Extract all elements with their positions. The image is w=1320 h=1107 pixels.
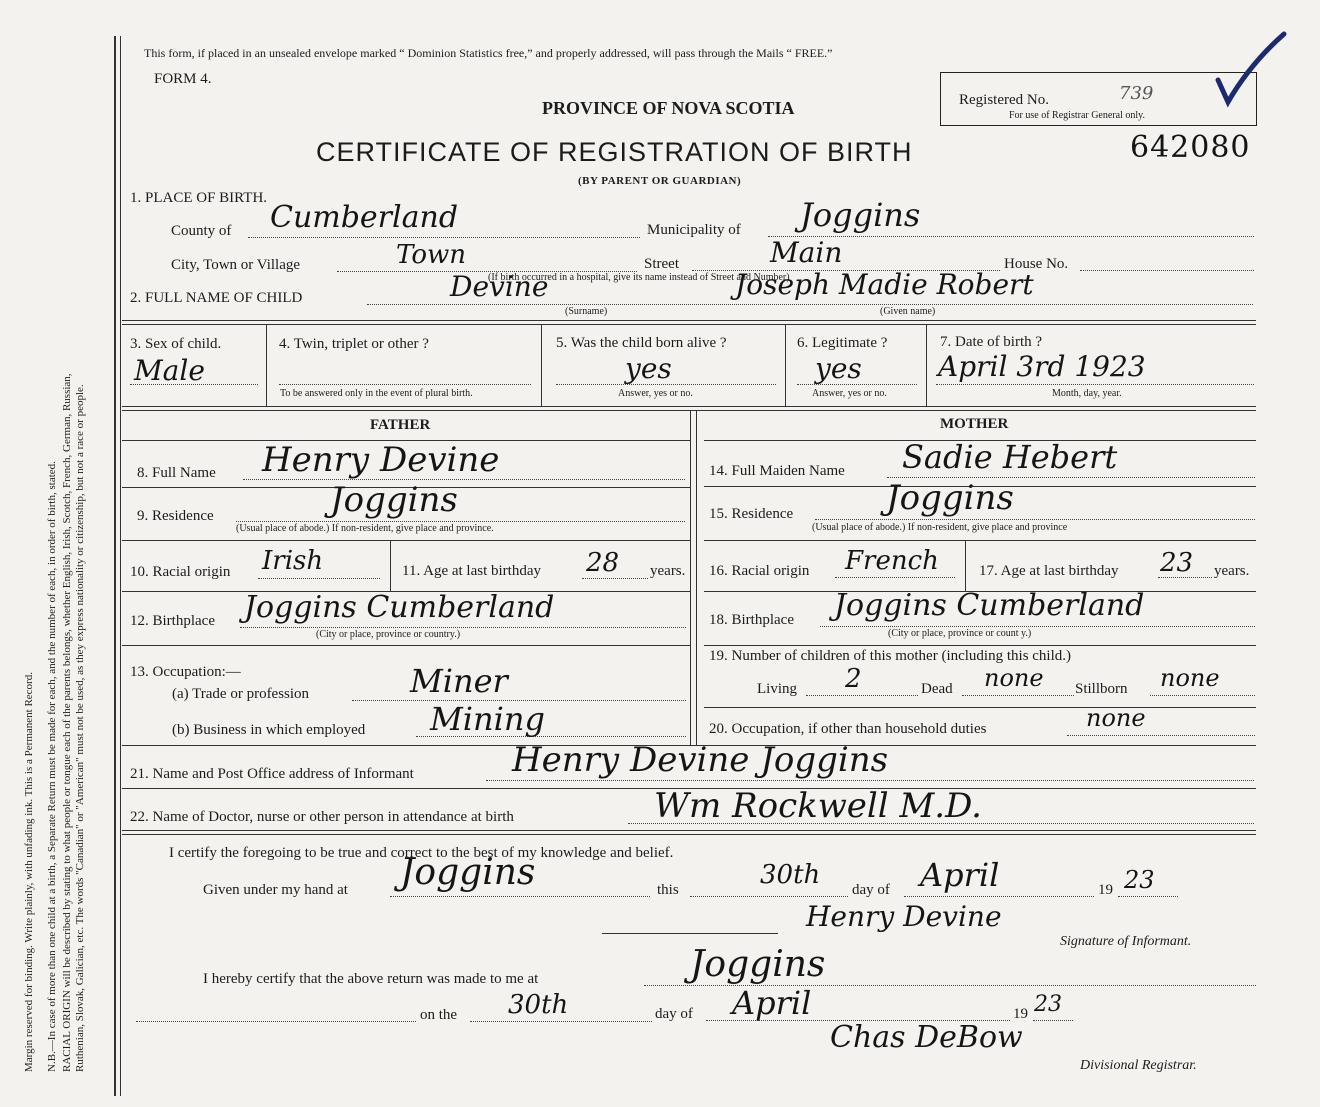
- dob-label: 7. Date of birth ?: [940, 334, 1043, 350]
- mother-name-value: Sadie Hebert: [902, 438, 1118, 476]
- registered-note: For use of Registrar General only.: [1009, 110, 1145, 121]
- margin-notes: [23, 52, 87, 1072]
- trade-label: (a) Trade or profession: [172, 686, 310, 702]
- father-years-label: years.: [650, 563, 686, 579]
- mother-occupation-value: none: [1086, 704, 1146, 732]
- dead-value: none: [984, 664, 1044, 692]
- mother-children-label: 19. Number of children of this mother (including this child.): [709, 648, 1072, 664]
- city-label: City, Town or Village: [171, 257, 301, 273]
- father-birthplace-value: Joggins Cumberland: [244, 590, 555, 625]
- certify-day-value: 30th: [760, 860, 821, 890]
- margin-note-nb: N.B.—In case of more than one child at a birth, a Separate Return must be made for each, and the number of each, in order of birth, stated.: [46, 461, 58, 1072]
- father-name-label: 8. Full Name: [137, 465, 216, 481]
- registrar-statement: I hereby certify that the above return was made to me at: [203, 971, 539, 987]
- margin-note-racial-1: RACIAL ORIGIN will be described by stating to what people or tongue each of the parents belongs, whether English, Irish, Scotch, French, German, Russian,: [61, 373, 73, 1072]
- alive-note: Answer, yes or no.: [618, 388, 693, 399]
- legitimate-note: Answer, yes or no.: [812, 388, 887, 399]
- given-under-label: Given under my hand at: [203, 882, 348, 898]
- municipality-value: Joggins: [800, 196, 921, 234]
- checkmark-icon: [1210, 28, 1290, 108]
- mother-residence-value: Joggins: [886, 478, 1014, 518]
- place-of-birth-heading: 1. PLACE OF BIRTH.: [130, 190, 268, 206]
- stillborn-value: none: [1160, 664, 1220, 692]
- mother-heading: MOTHER: [940, 416, 1009, 432]
- certify-statement: I certify the foregoing to be true and correct to the best of my knowledge and belief.: [169, 845, 674, 861]
- father-residence-label: 9. Residence: [137, 508, 214, 524]
- twin-note: To be answered only in the event of plural birth.: [280, 388, 473, 399]
- province-heading: PROVINCE OF NOVA SCOTIA: [542, 98, 795, 118]
- hospital-note: (If birth occurred in a hospital, give its name instead of Street and Number): [488, 272, 790, 283]
- given-caption: (Given name): [880, 306, 936, 317]
- mother-birthplace-label: 18. Birthplace: [709, 612, 794, 628]
- father-racial-label: 10. Racial origin: [130, 564, 231, 580]
- informant-signature: Henry Devine: [806, 900, 1002, 933]
- mother-racial-value: French: [845, 546, 939, 576]
- surname-caption: (Surname): [565, 306, 608, 317]
- registrar-year-value: 23: [1034, 992, 1062, 1017]
- margin-note-racial-2: Ruthenian, Slovak, Galician, etc. The words "Canadian" or "American" must not be used, as they express nationality or citizenship, but not a race or people.: [74, 384, 86, 1072]
- doctor-value: Wm Rockwell M.D.: [654, 786, 982, 826]
- father-age-label: 11. Age at last birthday: [402, 563, 541, 579]
- signature-caption: Signature of Informant.: [1060, 934, 1192, 949]
- dob-value: April 3rd 1923: [938, 350, 1146, 383]
- child-surname-value: Devine: [450, 270, 549, 303]
- mother-racial-label: 16. Racial origin: [709, 563, 810, 579]
- father-birthplace-label: 12. Birthplace: [130, 613, 215, 629]
- legitimate-value: yes: [815, 352, 862, 385]
- certify-year-value: 23: [1124, 866, 1155, 894]
- this-label: this: [657, 882, 679, 898]
- father-occupation-label: 13. Occupation:—: [130, 664, 241, 680]
- alive-value: yes: [625, 352, 672, 385]
- registrar-caption: Divisional Registrar.: [1080, 1058, 1197, 1073]
- living-value: 2: [845, 664, 862, 694]
- father-name-value: Henry Devine: [262, 440, 500, 480]
- dob-note: Month, day, year.: [1052, 388, 1122, 399]
- street-value: Main: [770, 236, 843, 269]
- mother-residence-note: (Usual place of abode.) If non-resident, give place and province: [812, 522, 1068, 533]
- father-residence-value: Joggins: [330, 480, 458, 520]
- mother-age-value: 23: [1160, 548, 1194, 578]
- mother-age-label: 17. Age at last birthday: [979, 563, 1119, 579]
- page-title: CERTIFICATE OF REGISTRATION OF BIRTH: [316, 137, 913, 167]
- mother-name-label: 14. Full Maiden Name: [709, 463, 845, 479]
- mail-notice: This form, if placed in an unsealed envelope marked “ Dominion Statistics free,” and properly addressed, will pass through the Mails “ FREE.”: [144, 46, 833, 60]
- given-place-value: Joggins: [400, 852, 536, 893]
- certify-year-prefix: 19: [1098, 882, 1113, 898]
- binding-rule-inner: [120, 36, 121, 1096]
- mother-birthplace-value: Joggins Cumberland: [834, 588, 1145, 623]
- legitimate-label: 6. Legitimate ?: [797, 335, 888, 351]
- business-value: Mining: [430, 700, 545, 738]
- form-number: FORM 4.: [154, 71, 212, 87]
- binding-rule: [114, 36, 116, 1096]
- alive-label: 5. Was the child born alive ?: [556, 335, 727, 351]
- registered-value: 739: [1119, 83, 1154, 104]
- county-label: County of: [171, 223, 232, 239]
- page-subtitle: (BY PARENT OR GUARDIAN): [578, 175, 742, 187]
- registered-label: Registered No.: [959, 92, 1049, 108]
- municipality-label: Municipality of: [647, 222, 741, 238]
- father-age-value: 28: [586, 548, 620, 578]
- father-birthplace-note: (City or place, province or country.): [316, 629, 461, 640]
- certify-month-value: April: [920, 856, 1000, 894]
- certify-day-of-label: day of: [852, 882, 890, 898]
- father-heading: FATHER: [370, 417, 431, 433]
- father-residence-note: (Usual place of abode.) If non-resident, give place and province.: [236, 523, 494, 534]
- sex-value: Male: [134, 354, 205, 387]
- sex-label: 3. Sex of child.: [130, 336, 222, 352]
- business-label: (b) Business in which employed: [172, 722, 366, 738]
- registrar-year-prefix: 19: [1013, 1006, 1028, 1022]
- margin-note-binding: Margin reserved for binding. Write plainly, with unfading ink. This is a Permanent Record.: [23, 672, 35, 1072]
- dead-label: Dead: [921, 681, 953, 697]
- stillborn-label: Stillborn: [1075, 681, 1128, 697]
- child-name-label: 2. FULL NAME OF CHILD: [130, 290, 303, 306]
- doctor-label: 22. Name of Doctor, nurse or other person in attendance at birth: [130, 809, 514, 825]
- mother-residence-label: 15. Residence: [709, 506, 794, 522]
- house-label: House No.: [1004, 256, 1069, 272]
- registrar-day-value: 30th: [508, 990, 569, 1020]
- mother-occupation-label: 20. Occupation, if other than household duties: [709, 721, 987, 737]
- mother-years-label: years.: [1214, 563, 1250, 579]
- registrar-month-value: April: [732, 984, 812, 1022]
- registrar-place-value: Joggins: [690, 944, 826, 985]
- informant-value: Henry Devine Joggins: [512, 740, 889, 780]
- on-the-label: on the: [420, 1007, 458, 1023]
- registrar-day-of-label: day of: [655, 1006, 693, 1022]
- registration-number: 642080: [1130, 130, 1251, 165]
- street-label: Street: [644, 256, 679, 272]
- informant-label: 21. Name and Post Office address of Informant: [130, 766, 414, 782]
- mother-birthplace-note: (City or place, province or count y.): [888, 628, 1032, 639]
- city-value: Town: [396, 240, 466, 270]
- twin-label: 4. Twin, triplet or other ?: [279, 336, 429, 352]
- county-value: Cumberland: [270, 200, 459, 235]
- living-label: Living: [757, 681, 797, 697]
- trade-value: Miner: [410, 662, 508, 700]
- child-given-value: Joseph Madie Robert: [735, 268, 1034, 301]
- father-racial-value: Irish: [262, 546, 324, 576]
- registrar-signature: Chas DeBow: [830, 1020, 1023, 1055]
